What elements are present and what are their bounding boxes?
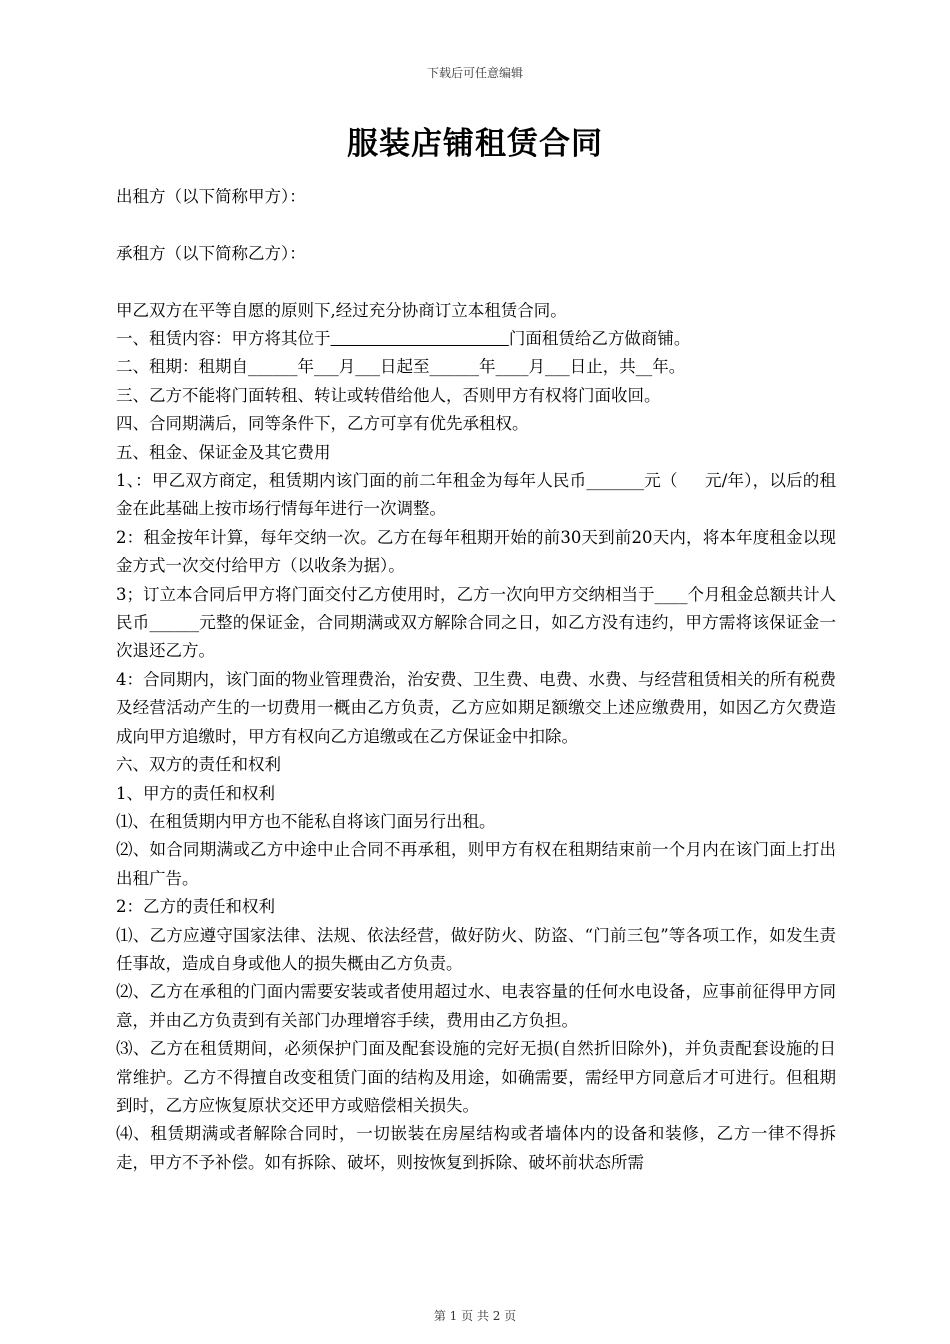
lessee-line: 承租方（以下简称乙方）：: [116, 243, 306, 263]
article-6-heading: 六、双方的责任和权利: [116, 755, 281, 775]
lessor-rights-item-2: ⑵、如合同期满或乙方中途中止合同不再承租，则甲方有权在租期结束前一个月内在该门面上打出出租广告。: [116, 840, 836, 888]
article-2: 二、租期：租期自______年___月___日起至______年____月___日止，共__年。: [116, 357, 686, 377]
article-1-suffix: 门面租赁给乙方做商铺。: [508, 329, 691, 348]
lessor-line: 出租方（以下简称甲方）：: [116, 187, 306, 206]
article-5-clause-2: 2：租金按年计算，每年交纳一次。乙方在每年租期开始的前30天到前20天内，将本年度租金以现金方式一次交付给甲方（以收条为据）。: [116, 527, 836, 576]
document-title: 服装店铺租赁合同: [347, 126, 603, 162]
lessee-rights-item-1: ⑴、乙方应遵守国家法律、法规、依法经营，做好防火、防盗、“门前三包”等各项工作，如发生责任事故，造成自身或他人的损失概由乙方负责。: [116, 925, 836, 973]
page-header-note: 下载后可任意编辑: [426, 66, 523, 80]
lessee-rights-item-3: ⑶、乙方在租赁期间，必须保护门面及配套设施的完好无损(自然折旧除外)，并负责配套设施的日常维护。乙方不得擅自改变租赁门面的结构及用途，如确需要，需经甲方同意后才可进行。但租期到时，乙方应恢复原状交还甲方或赔偿相关损失。: [116, 1039, 836, 1115]
lessor-rights-heading: 1、甲方的责任和权利: [116, 783, 275, 803]
article-5-clause-1: 1、：甲乙双方商定，租赁期内该门面的前二年租金为每年人民币_______元（ 元/年），以后的租金在此基础上按市场行情每年进行一次调整。: [116, 471, 836, 519]
lessee-rights-heading: 2：乙方的责任和权利: [116, 897, 275, 917]
address-blank: [331, 329, 509, 348]
article-5-heading: 五、租金、保证金及其它费用: [116, 442, 331, 462]
article-4: 四、合同期满后，同等条件下，乙方可享有优先承租权。: [116, 414, 529, 434]
article-1-prefix: 一、租赁内容：甲方将其位于: [116, 329, 331, 348]
article-3: 三、乙方不能将门面转租、转让或转借给他人，否则甲方有权将门面收回。: [116, 385, 661, 405]
intro-paragraph: 甲乙双方在平等自愿的原则下,经过充分协商订立本租赁合同。: [116, 300, 567, 320]
lessee-rights-item-4: ⑷、租赁期满或者解除合同时，一切嵌装在房屋结构或者墙体内的设备和装修，乙方一律不得拆走，甲方不予补偿。如有拆除、破坏，则按恢复到拆除、破坏前状态所需: [116, 1124, 836, 1172]
article-5-clause-4: 4：合同期内，该门面的物业管理费治，治安费、卫生费、电费、水费、与经营租赁相关的所有税费及经营活动产生的一切费用一概由乙方负责，乙方应如期足额缴交上述应缴费用，如因乙方欠费造成向甲方追缴时，甲方有权向乙方追缴或在乙方保证金中扣除。: [116, 669, 836, 746]
page-footer-number: 第 1 页 共 2 页: [433, 1309, 517, 1323]
article-5-clause-3: 3；订立本合同后甲方将门面交付乙方使用时，乙方一次向甲方交纳相当于____个月租金总额共计人民币______元整的保证金，合同期满或双方解除合同之日，如乙方没有违约，甲方需将该保证金一次退还乙方。: [116, 584, 836, 661]
contract-body: [116, 183, 836, 1177]
lessee-rights-item-2: ⑵、乙方在承租的门面内需要安装或者使用超过水、电表容量的任何水电设备，应事前征得甲方同意，并由乙方负责到有关部门办理增容手续，费用由乙方负担。: [116, 982, 836, 1030]
lessor-rights-item-1: ⑴、在租赁期内甲方也不能私自将该门面另行出租。: [116, 811, 496, 831]
article-1: [116, 325, 836, 353]
